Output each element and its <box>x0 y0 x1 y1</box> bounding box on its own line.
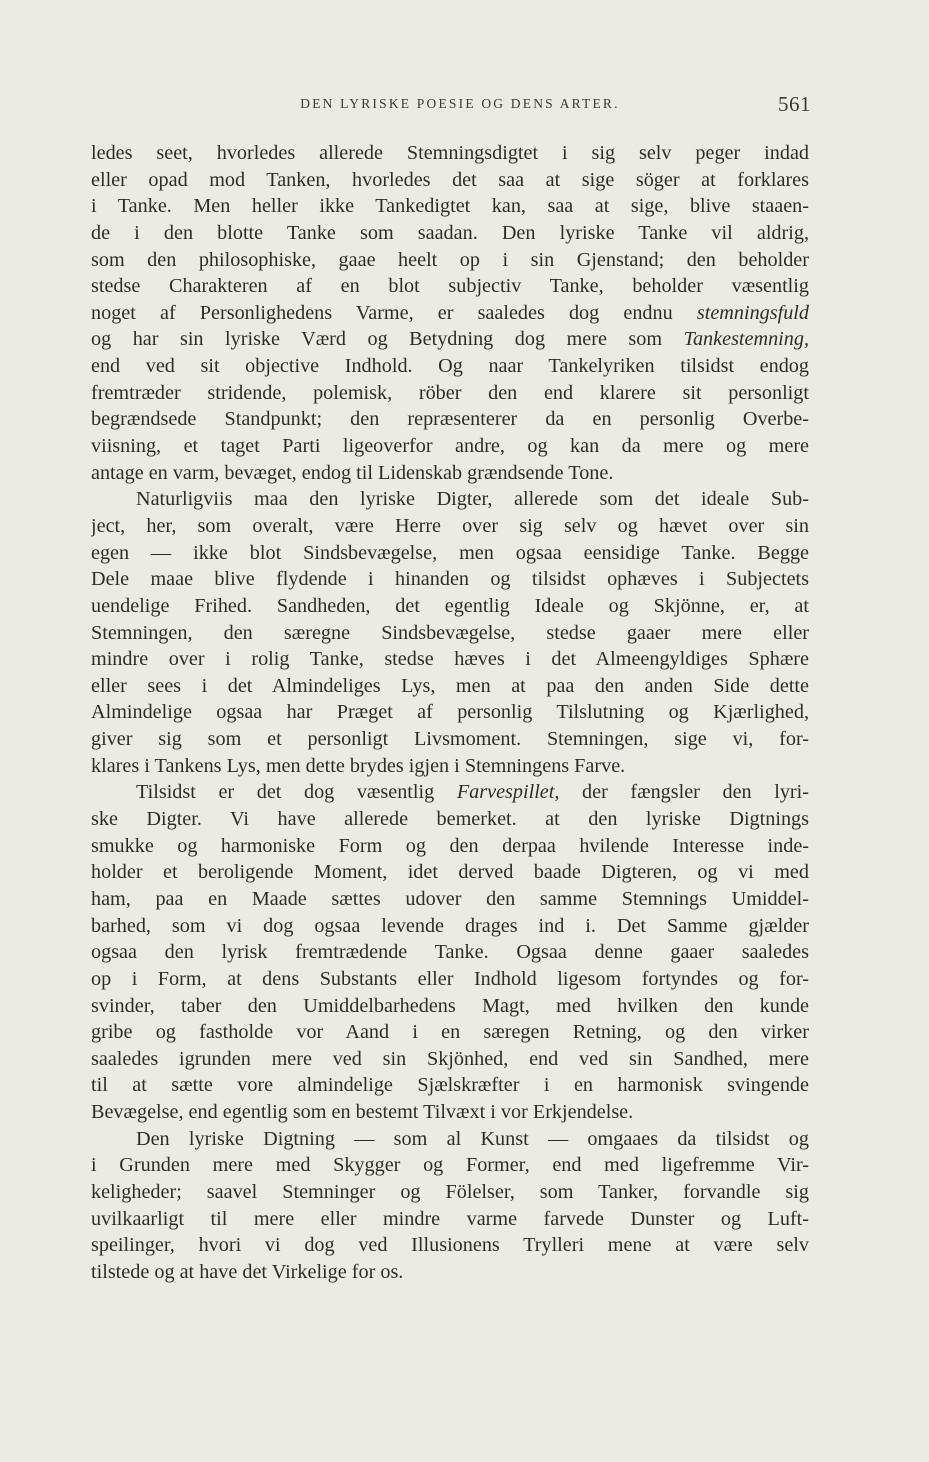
text-line: som den philosophiske, gaae heelt op i sin Gjenstand; den beholder <box>91 248 809 271</box>
text-line: mindre over i rolig Tanke, stedse hæves i det Almeengyldiges Sphære <box>91 648 809 671</box>
text-line: smukke og harmoniske Form og den derpaa hvilende Interesse inde- <box>91 834 809 857</box>
text-line: egen — ikke blot Sindsbevægelse, men ogsaa eensidige Tanke. Begge <box>91 541 809 564</box>
text-line <box>91 779 809 806</box>
text-line: begrændsede Standpunkt; den repræsenterer da en personlig Overbe- <box>91 408 809 431</box>
text-line: Bevægelse, end egentlig som en bestemt Tilvæxt i vor Erkjendelse. <box>91 1101 634 1124</box>
body-text <box>91 140 809 1286</box>
text-line: i Tanke. Men heller ikke Tankedigtet kan, saa at sige, blive staaen- <box>91 195 809 218</box>
text-line: gribe og fastholde vor Aand i en særegen Retning, og den virker <box>91 1021 809 1044</box>
line-text: Tilsidst er det dog væsentlig <box>136 781 435 804</box>
text-line: antage en varm, bevæget, endog til Lidenskab grændsende Tone. <box>91 461 614 484</box>
text-line: eller opad mod Tanken, hvorledes det saa at sige söger at forklares <box>91 168 809 191</box>
italic-word: stemningsfuld <box>696 301 809 324</box>
text-line: Almindelige ogsaa har Præget af personlig Tilslutning og Kjærlighed, <box>91 701 809 724</box>
page-number: 561 <box>778 92 811 116</box>
text-line: i Grunden mere med Skygger og Former, end med ligefremme Vir- <box>91 1154 809 1177</box>
text-line: fremtræder stridende, polemisk, röber den end klarere sit personligt <box>91 381 809 404</box>
text-line: uendelige Frihed. Sandheden, det egentlig Ideale og Skjönne, er, at <box>91 594 809 617</box>
text-line: keligheder; saavel Stemninger og Fölelser, som Tanker, forvandle sig <box>91 1180 809 1203</box>
text-line: barhed, som vi dog ogsaa levende drages ind i. Det Samme gjælder <box>91 914 809 937</box>
italic-word: Tankestemning, <box>683 328 809 351</box>
text-line: ske Digter. Vi have allerede bemerket. at den lyriske Digtnings <box>91 808 809 831</box>
text-line: saaledes igrunden mere ved sin Skjönhed, end ved sin Sandhed, mere <box>91 1047 809 1070</box>
text-line: tilstede og at have det Virkelige for os. <box>91 1260 404 1283</box>
line-text: og har sin lyriske Værd og Betydning dog mere som <box>91 328 663 351</box>
text-line: ogsaa den lyrisk fremtrædende Tanke. Ogsaa denne gaaer saaledes <box>91 941 809 964</box>
text-line: ledes seet, hvorledes allerede Stemningsdigtet i sig selv peger indad <box>91 142 809 164</box>
text-line: ham, paa en Maade sættes udover den samme Stemnings Umiddel- <box>91 887 809 910</box>
text-line: Naturligviis maa den lyriske Digter, allerede som det ideale Sub- <box>136 488 809 511</box>
line-text: noget af Personlighedens Varme, er saaledes dog endnu <box>91 301 673 324</box>
text-line: til at sætte vore almindelige Sjælskræfter i en harmonisk svingende <box>91 1074 809 1097</box>
text-line: uvilkaarligt til mere eller mindre varme farvede Dunster og Luft- <box>91 1207 809 1230</box>
text-line: Dele maae blive flydende i hinanden og tilsidst ophæves i Subjectets <box>91 568 809 591</box>
text-line: giver sig som et personligt Livsmoment. Stemningen, sige vi, for- <box>91 728 809 751</box>
text-line: Stemningen, den særegne Sindsbevægelse, stedse gaaer mere eller <box>91 621 809 644</box>
text-line: ject, her, som overalt, være Herre over sig selv og hævet over sin <box>91 514 809 537</box>
text-line: eller sees i det Almindeliges Lys, men at paa den anden Side dette <box>91 674 809 697</box>
text-line: speilinger, hvori vi dog ved Illusionens Trylleri mene at være selv <box>91 1234 809 1257</box>
text-line: holder et beroligende Moment, idet derved baade Digteren, og vi med <box>91 861 809 884</box>
text-line: end ved sit objective Indhold. Og naar Tankelyriken tilsidst endog <box>91 355 809 378</box>
text-line: svinder, taber den Umiddelbarhedens Magt, med hvilken den kunde <box>91 994 809 1017</box>
text-line: stedse Charakteren af en blot subjectiv Tanke, beholder væsentlig <box>91 275 809 298</box>
text-line: de i den blotte Tanke som saadan. Den lyriske Tanke vil aldrig, <box>91 221 809 244</box>
italic-word: Farvespillet, <box>456 781 560 804</box>
text-line <box>91 326 809 353</box>
text-line: op i Form, at dens Substants eller Indhold ligesom fortyndes og for- <box>91 967 809 990</box>
text-line: viisning, et taget Parti ligeoverfor andre, og kan da mere og mere <box>91 435 809 458</box>
line-text-tail: der fængsler den lyri- <box>582 781 809 804</box>
text-line: klares i Tankens Lys, men dette brydes igjen i Stemningens Farve. <box>91 754 626 777</box>
text-line: Den lyriske Digtning — som al Kunst — omgaaes da tilsidst og <box>136 1127 809 1150</box>
running-title: DEN LYRISKE POESIE OG DENS ARTER. <box>300 96 620 111</box>
text-line <box>91 300 809 327</box>
